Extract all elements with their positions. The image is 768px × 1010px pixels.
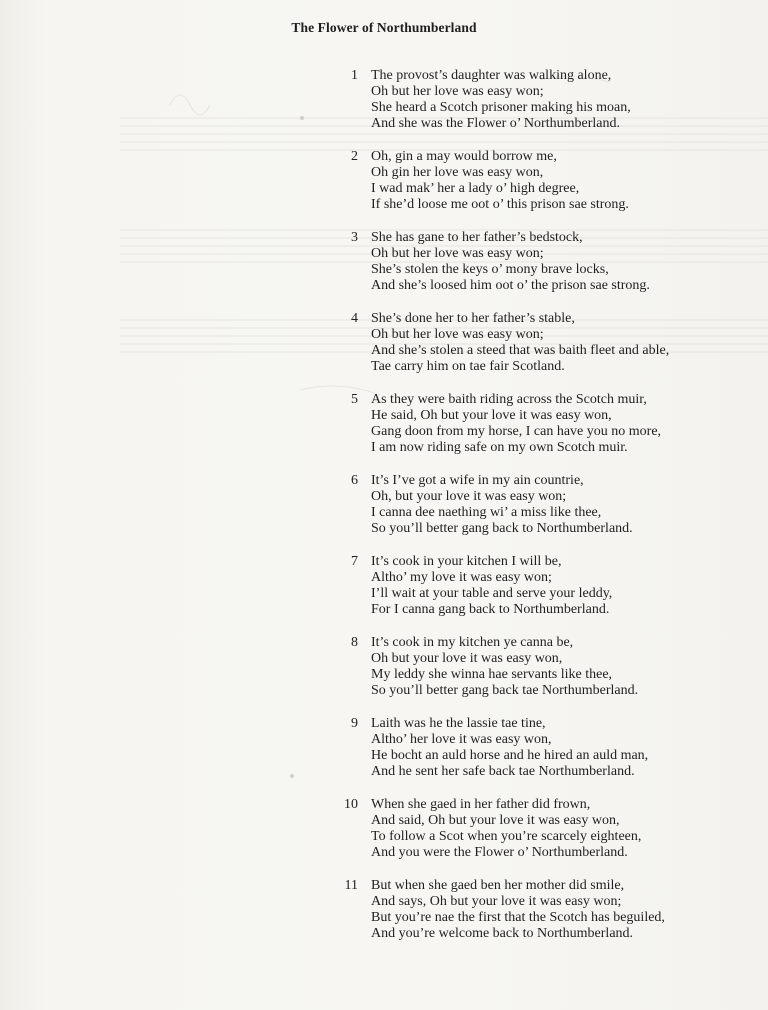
verse-line: As they were baith riding across the Scotch muir,: [371, 392, 647, 407]
verse-line: He bocht an auld horse and he hired an auld man,: [371, 748, 649, 763]
verse-number: 3: [351, 230, 358, 245]
verse-number: 9: [351, 716, 358, 731]
verse-line: She’s done her to her father’s stable,: [371, 311, 575, 326]
song-title: The Flower of Northumberland: [291, 20, 477, 35]
verse-line: Altho’ her love it was easy won,: [371, 732, 552, 747]
verses: [340, 68, 760, 959]
verse-number: 2: [351, 149, 358, 164]
verse: [340, 68, 760, 149]
verse-line: It’s cook in your kitchen I will be,: [371, 554, 562, 569]
verse-line: For I canna gang back to Northumberland.: [371, 602, 610, 617]
verse-line: But when she gaed ben her mother did smile,: [371, 878, 625, 893]
verse-line: He said, Oh but your love it was easy won,: [371, 408, 612, 423]
verse-number: 1: [351, 68, 358, 83]
verse-number: 5: [351, 392, 358, 407]
verse-lines: [371, 473, 633, 537]
verse-line: And she’s loosed him oot o’ the prison sae strong.: [371, 278, 650, 293]
verse-line: It’s I’ve got a wife in my ain countrie,: [371, 473, 584, 488]
verse-line: I canna dee naething wi’ a miss like thee,: [371, 505, 602, 520]
verse-line: Oh but her love was easy won;: [371, 327, 544, 342]
verse: [340, 635, 760, 716]
verse-line: And you were the Flower o’ Northumberland.: [371, 845, 628, 860]
verse: [340, 149, 760, 230]
verse-line: Tae carry him on tae fair Scotland.: [371, 359, 565, 374]
verse-line: And you’re welcome back to Northumberland.: [371, 926, 634, 941]
verse-line: Gang doon from my horse, I can have you no more,: [371, 424, 662, 439]
verse-number: 10: [344, 797, 358, 812]
verse-line: She’s stolen the keys o’ mony brave locks,: [371, 262, 609, 277]
verse-line: Laith was he the lassie tae tine,: [371, 716, 546, 731]
verse-line: My leddy she winna hae servants like thee,: [371, 667, 613, 682]
verse: [340, 230, 760, 311]
verse: [340, 716, 760, 797]
verse-lines: [371, 68, 631, 132]
verse-line: Oh but her love was easy won;: [371, 246, 544, 261]
verse-lines: [371, 149, 629, 213]
paper-speck: [300, 116, 304, 120]
verse: [340, 797, 760, 878]
verse-number: 4: [351, 311, 358, 326]
verse-lines: [371, 311, 669, 375]
verse-line: Oh but her love was easy won;: [371, 84, 544, 99]
verse-number: 11: [344, 878, 358, 893]
verse: [340, 311, 760, 392]
verse-line: If she’d loose me oot o’ this prison sae strong.: [371, 197, 629, 212]
paper-speck: [290, 774, 294, 778]
verse-lines: [371, 554, 612, 618]
verse-lines: [371, 716, 648, 780]
verse-line: And says, Oh but your love it was easy won;: [371, 894, 622, 909]
verse-lines: [371, 392, 661, 456]
verse-line: So you’ll better gang back tae Northumberland.: [371, 683, 639, 698]
verse-line: And she was the Flower o’ Northumberland.: [371, 116, 620, 131]
verse-lines: [371, 797, 641, 861]
verse: [340, 392, 760, 473]
verse: [340, 554, 760, 635]
verse-line: So you’ll better gang back to Northumberland.: [371, 521, 633, 536]
verse: [340, 878, 760, 959]
verse-line: I’ll wait at your table and serve your leddy,: [371, 586, 613, 601]
verse-line: And said, Oh but your love it was easy won,: [371, 813, 620, 828]
verse-line: When she gaed in her father did frown,: [371, 797, 591, 812]
verse: [340, 473, 760, 554]
verse-line: I am now riding safe on my own Scotch muir.: [371, 440, 628, 455]
verse-lines: [371, 878, 665, 942]
verse-line: It’s cook in my kitchen ye canna be,: [371, 635, 574, 650]
verse-line: Oh gin her love was easy won,: [371, 165, 544, 180]
verse-line: She heard a Scotch prisoner making his moan,: [371, 100, 631, 115]
verse-line: Oh, but your love it was easy won;: [371, 489, 567, 504]
verse-line: And he sent her safe back tae Northumberland.: [371, 764, 635, 779]
verse-line: To follow a Scot when you’re scarcely eighteen,: [371, 829, 642, 844]
verse-number: 6: [351, 473, 358, 488]
verse-lines: [371, 230, 650, 294]
verse-line: But you’re nae the first that the Scotch has beguiled,: [371, 910, 665, 925]
verse-line: Altho’ my love it was easy won;: [371, 570, 552, 585]
verse-number: 7: [351, 554, 358, 569]
verse-line: I wad mak’ her a lady o’ high degree,: [371, 181, 580, 196]
verse-line: The provost’s daughter was walking alone,: [371, 68, 612, 83]
verse-line: Oh, gin a may would borrow me,: [371, 149, 557, 164]
verse-line: Oh but your love it was easy won,: [371, 651, 563, 666]
verse-line: She has gane to her father’s bedstock,: [371, 230, 583, 245]
verse-line: And she’s stolen a steed that was baith fleet and able,: [371, 343, 670, 358]
verse-number: 8: [351, 635, 358, 650]
verse-lines: [371, 635, 638, 699]
